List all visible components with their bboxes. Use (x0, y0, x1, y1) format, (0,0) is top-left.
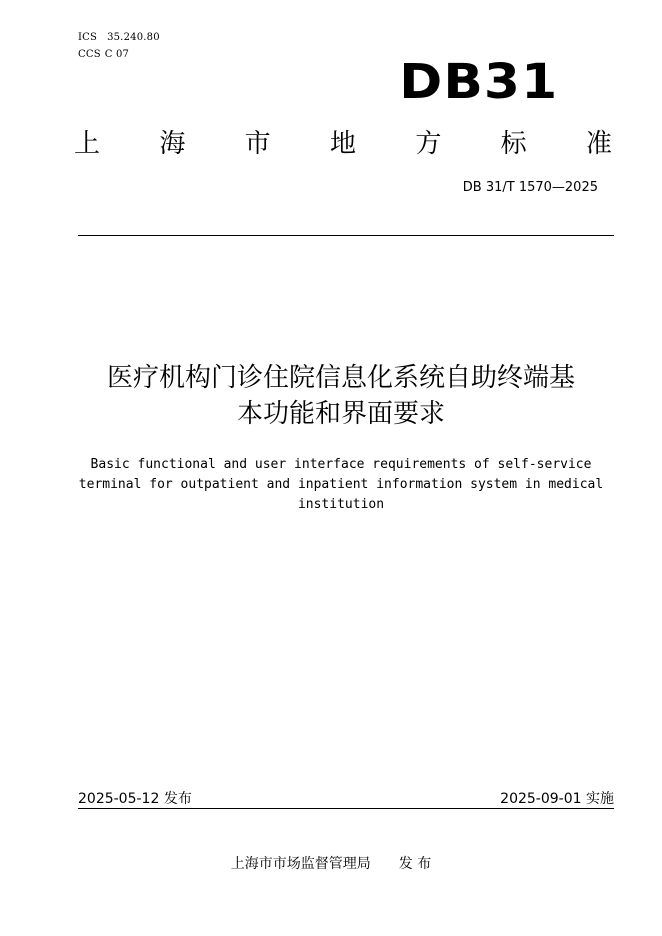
ccs-label: CCS (78, 49, 101, 60)
issuing-authority (0, 853, 662, 873)
db31-logo: DB31 (398, 54, 558, 110)
standard-number: DB 31/T 1570—2025 (462, 180, 598, 195)
header-divider (78, 235, 614, 236)
footer-divider (78, 808, 614, 809)
english-title-line: terminal for outpatient and inpatient information system in medical (78, 477, 604, 492)
implement-date (500, 788, 614, 808)
publish-date (78, 788, 192, 808)
english-title-line: Basic functional and user interface requirements of self-service (90, 457, 592, 472)
issue-label: 发 布 (398, 856, 432, 872)
implement-date-value: 2025-09-01 (500, 791, 582, 807)
standard-type-char: 地 (329, 129, 356, 159)
chinese-title-line: 医疗机构门诊住院信息化系统自助终端基 (106, 363, 575, 393)
issuer-name: 上海市市场监督管理局 (230, 856, 371, 872)
standard-type-char: 上 (74, 129, 101, 159)
chinese-title (60, 360, 622, 432)
chinese-title-line: 本功能和界面要求 (236, 399, 445, 429)
ccs-classification (78, 49, 129, 60)
ics-label: ICS (78, 32, 98, 43)
ics-code: 35.240.80 (107, 32, 160, 43)
english-title-line: institution (297, 497, 385, 512)
english-title (70, 455, 612, 515)
standard-type-char: 标 (500, 129, 527, 159)
publish-date-value: 2025-05-12 (78, 791, 160, 807)
ccs-code: C 07 (104, 49, 130, 60)
standard-type-char: 市 (244, 129, 271, 159)
standard-type-char: 准 (585, 129, 612, 159)
standard-type-char: 方 (415, 129, 442, 159)
standard-type-char: 海 (159, 129, 186, 159)
ics-classification (78, 32, 160, 43)
standard-type-title (74, 126, 612, 162)
publish-label: 发布 (163, 791, 192, 807)
implement-label: 实施 (586, 791, 614, 807)
